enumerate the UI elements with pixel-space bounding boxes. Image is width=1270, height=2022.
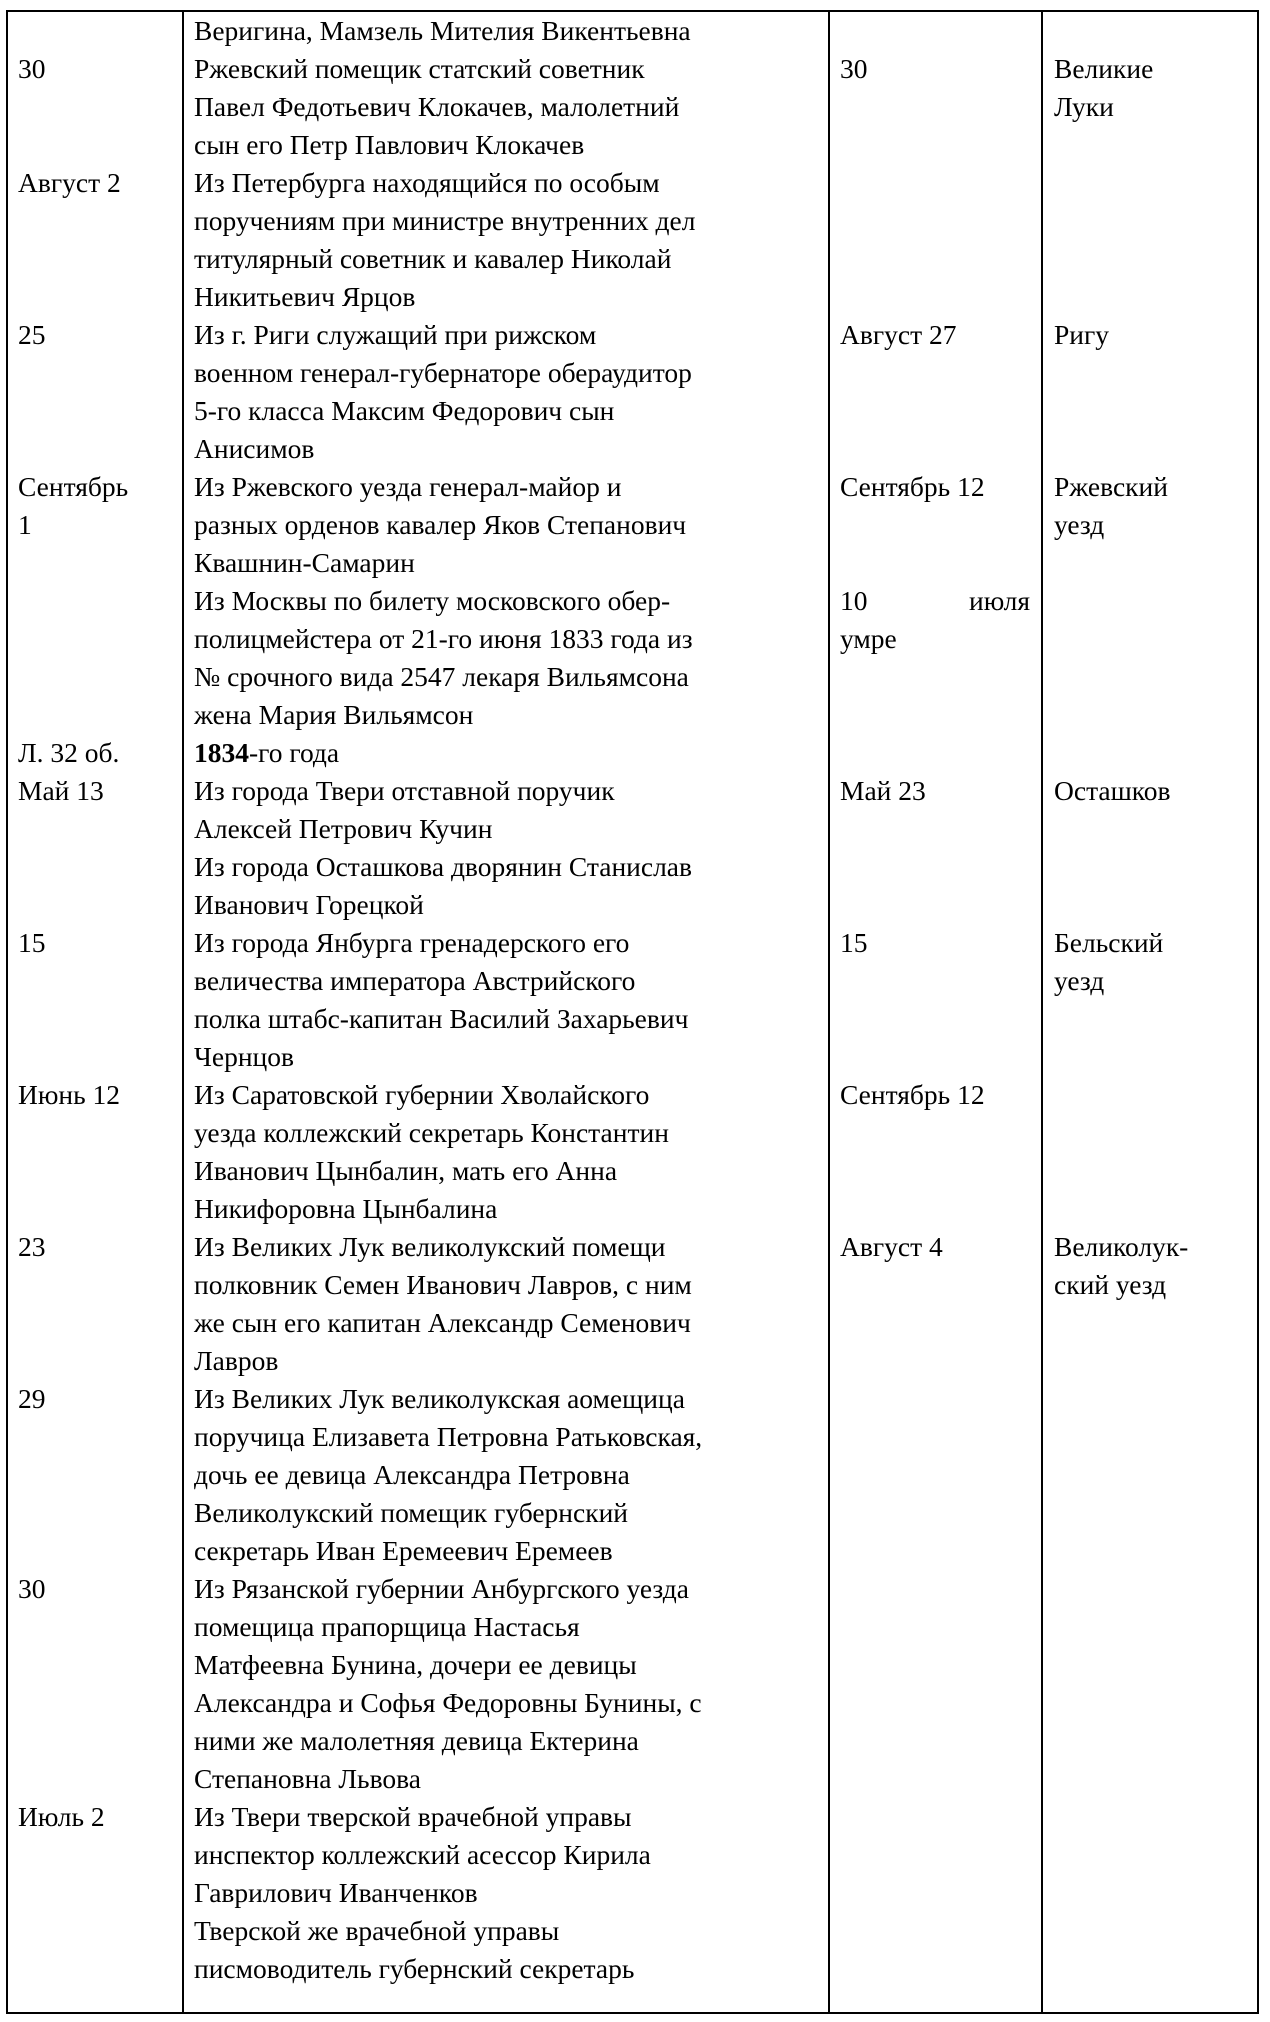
row-departure: Август 4 xyxy=(840,1231,943,1262)
column-divider xyxy=(1041,12,1043,2012)
departure-day: 10 xyxy=(840,585,868,616)
year-heading xyxy=(194,734,824,772)
row-departure: 15 xyxy=(840,927,868,958)
departure-month: июля xyxy=(969,585,1030,616)
row-destination: Великие Луки xyxy=(1054,53,1154,122)
row-date: 30 xyxy=(18,1573,46,1604)
folio-note: Л. 32 об. xyxy=(18,737,120,768)
row-text: Из Великих Лук великолукская аомещица поручица Елизавета Петровна Ратьковская, дочь ее девица Александра Петровна Великолукский помещик губернский секретарь Иван Еремеевич Еремеев xyxy=(194,1383,703,1566)
row-text: Из города Янбурга гренадерского его величества императора Австрийского полка штабс-капитан Василий Захарьевич Чернцов xyxy=(194,927,689,1072)
row-destination: Великолук- ский уезд xyxy=(1054,1231,1189,1300)
row-destination: Осташков xyxy=(1054,775,1171,806)
row-departure: Май 23 xyxy=(840,775,926,806)
year-bold: 1834 xyxy=(194,737,249,768)
column-divider xyxy=(828,12,830,2012)
row-text: Из города Твери отставной поручик Алексей Петрович Кучин Из города Осташкова дворянин Станислав Иванович Горецкой xyxy=(194,775,692,920)
row-departure xyxy=(840,582,1030,620)
row-text: Из Саратовской губернии Хволайского уезда коллежский секретарь Константин Иванович Цынбалин, мать его Анна Никифоровна Цынбалина xyxy=(194,1079,669,1224)
row-destination: Ржевский уезд xyxy=(1054,471,1168,540)
row-departure: Август 27 xyxy=(840,319,957,350)
row-date: Август 2 xyxy=(18,167,121,198)
column-divider xyxy=(182,12,184,2012)
row-text: Из Рязанской губернии Анбургского уезда помещица прапорщица Настасья Матфеевна Бунина, дочери ее девицы Александра и Софья Федоровны Бунины, с ними же малолетняя девица Ектерина Степановна Львова xyxy=(194,1573,702,1794)
row-departure: 30 xyxy=(840,53,868,84)
row-date: Май 13 xyxy=(18,775,104,806)
row-departure: Сентябрь 12 xyxy=(840,1079,985,1110)
document-table xyxy=(6,10,1259,2014)
departure-note: умре xyxy=(840,623,897,654)
row-date: 23 xyxy=(18,1231,46,1262)
row-destination: Бельский уезд xyxy=(1054,927,1164,996)
row-text: Из г. Риги служащий при рижском военном генерал-губернаторе обераудитор 5-го класса Максим Федорович сын Анисимов xyxy=(194,319,692,464)
row-date: Июнь 12 xyxy=(18,1079,121,1110)
row-date: 25 xyxy=(18,319,46,350)
row-date: Сентябрь 1 xyxy=(18,471,129,540)
row-departure: Сентябрь 12 xyxy=(840,471,985,502)
row-text: Из Москвы по билету московского обер- полицмейстера от 21-го июня 1833 года из № срочного вида 2547 лекаря Вильямсона жена Мария Вильямсон xyxy=(194,585,693,730)
row-text: Из Ржевского уезда генерал-майор и разных орденов кавалер Яков Степанович Квашнин-Самарин xyxy=(194,471,687,578)
row-text: Веригина, Мамзель Мителия Викентьевна Ржевский помещик статский советник Павел Федотьевич Клокачев, малолетний сын его Петр Павлович Клокачев xyxy=(194,15,691,160)
row-date: 15 xyxy=(18,927,46,958)
row-date: 29 xyxy=(18,1383,46,1414)
row-text: Из Петербурга находящийся по особым поручениям при министре внутренних дел титулярный советник и кавалер Николай Никитьевич Ярцов xyxy=(194,167,696,312)
row-text: Из Твери тверской врачебной управы инспектор коллежский асессор Кирила Гаврилович Иванченков Тверской же врачебной управы писмоводитель губернский секретарь xyxy=(194,1801,651,1984)
row-date: Июль 2 xyxy=(18,1801,105,1832)
row-text: Из Великих Лук великолукский помещи полковник Семен Иванович Лавров, с ним же сын его капитан Александр Семенович Лавров xyxy=(194,1231,692,1376)
row-date: 30 xyxy=(18,53,46,84)
year-suffix: -го года xyxy=(249,737,340,768)
row-destination: Ригу xyxy=(1054,319,1110,350)
